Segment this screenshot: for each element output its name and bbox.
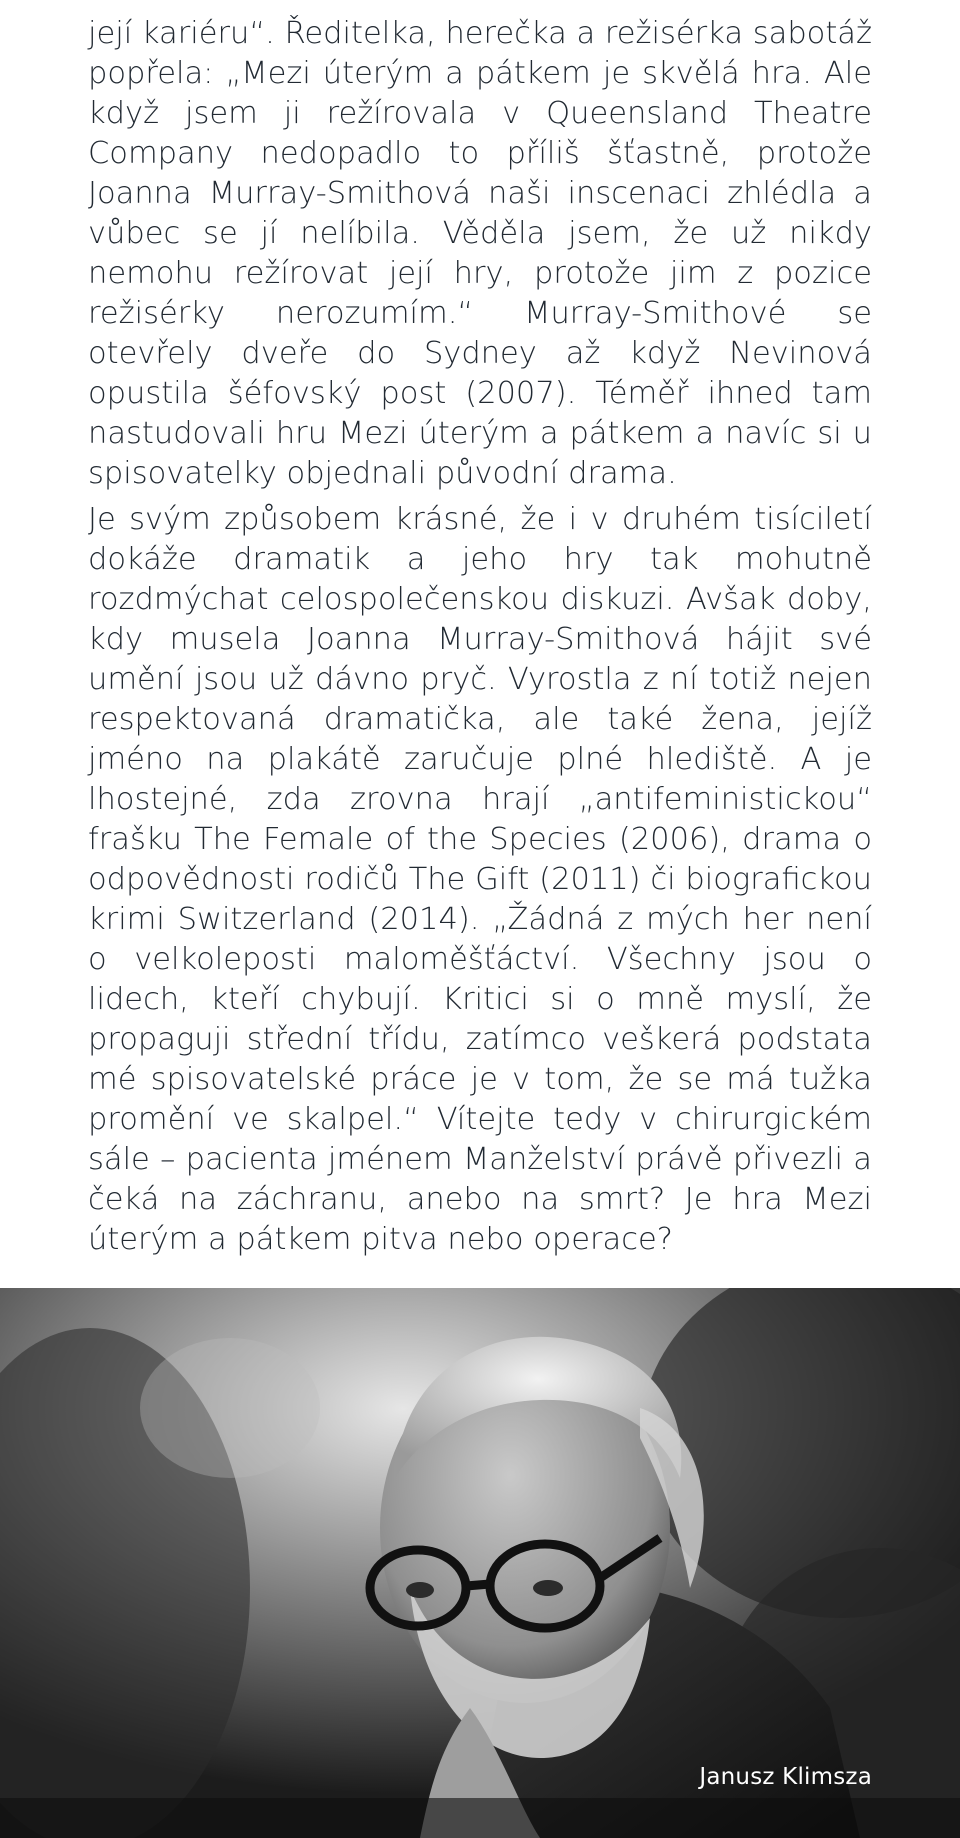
paragraph: Je svým způsobem krásné, že i v druhém tisíciletí dokáže dramatik a jeho hry tak mohutně rozdmýchat celospolečenskou diskuzi. Avšak doby, kdy musela Joanna Murray-Smithová hájit své umění jsou už dávno pryč. Vyrostla z ní totiž nejen respektovaná dramatička, ale také žena, jejíž jméno na plakátě zaručuje plné hlediště. A je lhostejné, zda zrovna hrají „antifeministickou“ frašku The Female of the Species (2006), drama o odpovědnosti rodičů The Gift (2011) či biografickou krimi Switzerland (2014). „Žádná z mých her není o velkoleposti maloměšťáctví. Všechny jsou o lidech, kteří chybují. Kritici si o mně myslí, že propaguji střední třídu, zatímco veškerá podstata mé spisovatelské práce je v tom, že se má tužka promění ve skalpel.“ Vítejte tedy v chirurgickém sále – pacienta jménem Manželství právě přivezli a čeká na záchranu, anebo na smrt? Je hra Mezi úterým a pátkem pitva nebo operace?: [88, 502, 872, 1257]
photo-caption: Janusz Klimsza: [699, 1764, 872, 1790]
paragraph: její kariéru“. Ředitelka, herečka a režisérka sabotáž popřela: „Mezi úterým a pátkem je skvělá hra. Ale když jsem ji režírovala v Queensland Theatre Company nedopadlo to příliš šťastně, protože Joanna Murray-Smithová naši inscenaci zhlédla a vůbec se jí nelíbila. Věděla jsem, že už nikdy nemohu režírovat její hry, protože jim z pozice režisérky nerozumím.“ Murray-Smithové se otevřely dveře do Sydney až když Nevinová opustila šéfovský post (2007). Téměř ihned tam nastudovali hru Mezi úterým a pátkem a navíc si u spisovatelky objednali původní drama.: [88, 16, 872, 491]
portrait-photo: [0, 1288, 960, 1838]
article-text: [88, 14, 872, 1260]
